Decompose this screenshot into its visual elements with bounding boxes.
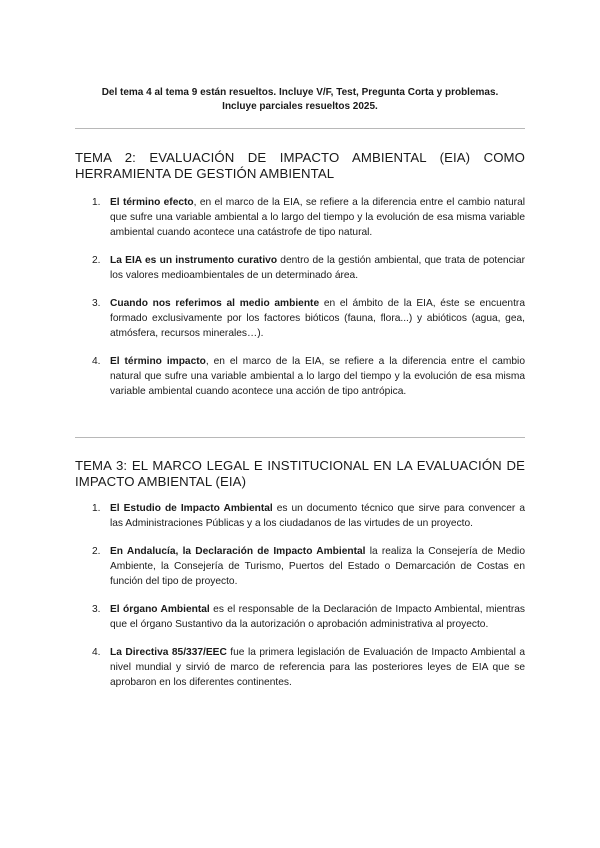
- item-number: 3.: [92, 298, 101, 309]
- item-text: es el responsable de la Declaración de Impacto Ambiental, mientras que el órgano Sustantivo da la autorización o aprobación administrativa al proyecto.: [110, 604, 525, 630]
- list-item: [75, 645, 525, 690]
- list-item: [75, 354, 525, 399]
- item-number: 2.: [92, 255, 101, 266]
- intro-note: [75, 86, 525, 114]
- section-heading: TEMA 2: EVALUACIÓN DE IMPACTO AMBIENTAL (EIA) COMO HERRAMIENTA DE GESTIÓN AMBIENTAL: [75, 150, 525, 181]
- item-lead: La EIA es un instrumento curativo: [110, 255, 278, 266]
- item-lead: Cuando nos referimos al medio ambiente: [110, 298, 320, 309]
- list-item: [75, 602, 525, 632]
- item-lead: La Directiva 85/337/EEC: [110, 647, 227, 658]
- question-list: [75, 195, 525, 412]
- intro-line-2: Incluye parciales resueltos 2025.: [222, 101, 378, 112]
- list-item: [75, 501, 525, 531]
- divider: [75, 128, 525, 129]
- list-item: [75, 253, 525, 283]
- item-text: es un documento técnico que sirve para convencer a las Administraciones Públicas y a los ciudadanos de las virtudes de un proyecto.: [110, 503, 525, 529]
- item-lead: El término impacto: [110, 356, 206, 367]
- divider: [75, 437, 525, 438]
- item-text: la realiza la Consejería de Medio Ambiente, la Consejería de Turismo, Puertos del Estado o Demarcación de Costas en función del tipo de proyecto.: [110, 546, 525, 587]
- item-text: en el ámbito de la EIA, éste se encuentra formado exclusivamente por los factores bióticos (fauna, flora...) y abióticos (agua, gea, atmósfera, recursos minerales…).: [110, 298, 525, 339]
- item-number: 4.: [92, 647, 101, 658]
- item-text: fue la primera legislación de Evaluación de Impacto Ambiental a nivel mundial y sirvió de marco de referencia para las posteriores leyes de EIA que se aprobaron en los diferentes continentes.: [110, 647, 525, 688]
- section-heading: TEMA 3: EL MARCO LEGAL E INSTITUCIONAL EN LA EVALUACIÓN DE IMPACTO AMBIENTAL (EIA): [75, 458, 525, 489]
- item-text: dentro de la gestión ambiental, que trata de potenciar los valores medioambientales de un determinado área.: [110, 255, 525, 281]
- item-number: 2.: [92, 546, 101, 557]
- list-item: [75, 544, 525, 589]
- item-text: , en el marco de la EIA, se refiere a la diferencia entre el cambio natural que sufre una variable ambiental a lo largo del tiempo y la evolución de esa misma variable ambiental cuando acontece una acción de tipo antrópica.: [110, 356, 525, 397]
- item-lead: El Estudio de Impacto Ambiental: [110, 503, 273, 514]
- item-number: 3.: [92, 604, 101, 615]
- list-item: [75, 195, 525, 240]
- item-lead: En Andalucía, la Declaración de Impacto Ambiental: [110, 546, 366, 557]
- question-list: [75, 501, 525, 703]
- item-lead: El órgano Ambiental: [110, 604, 210, 615]
- item-number: 1.: [92, 197, 101, 208]
- item-text: , en el marco de la EIA, se refiere a la diferencia entre el cambio natural que sufre una variable ambiental a lo largo del tiempo y la evolución de esa misma variable ambiental cuando acontece una catástrofe de tipo natural.: [110, 197, 526, 238]
- list-item: [75, 296, 525, 341]
- item-lead: El término efecto: [110, 197, 194, 208]
- intro-line-1: Del tema 4 al tema 9 están resueltos. Incluye V/F, Test, Pregunta Corta y problemas.: [101, 87, 499, 98]
- item-number: 4.: [92, 356, 101, 367]
- item-number: 1.: [92, 503, 101, 514]
